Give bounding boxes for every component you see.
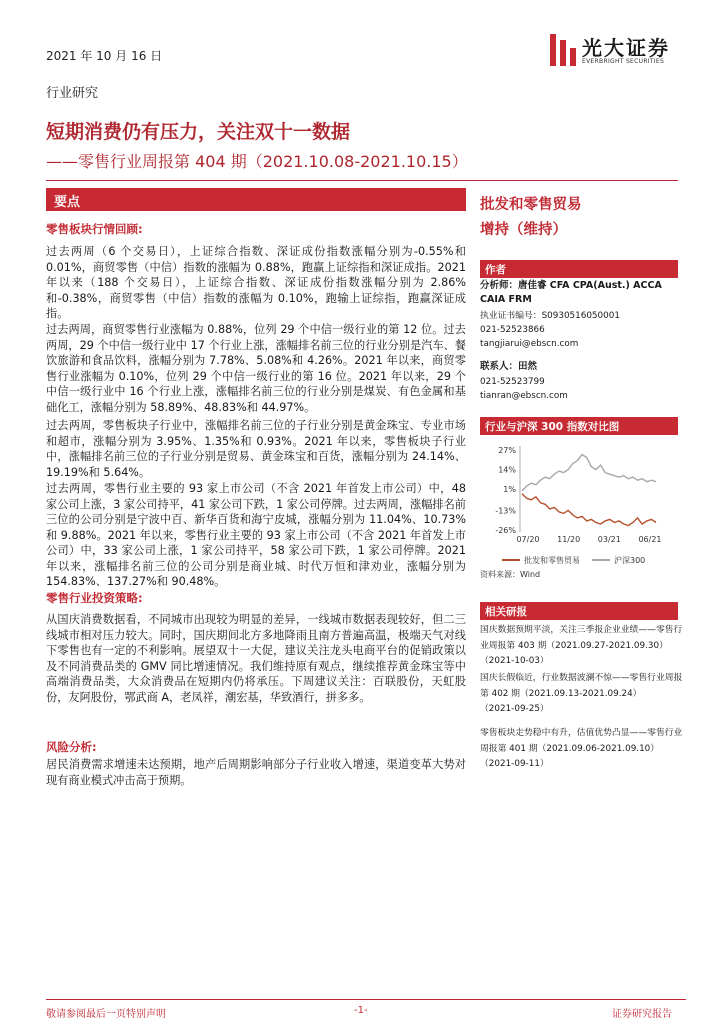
y-tick-label: 14%: [498, 465, 516, 475]
review-paragraph-1: 过去两周（6 个交易日），上证综合指数、深证成份指数涨幅分别为-0.55%和 0.01%，商贸零售（中信）指数的涨幅为 0.88%，跑赢上证综指和深证成指。2021 年以来（188 个交易日），上证综合指数、深证成份指数涨幅分别为 2.86%和-0.38%，商贸零售（中信）指数的涨幅为 0.10%，跑输上证综指，跑赢深证成指。: [46, 245, 466, 320]
risk-paragraph: 居民消费需求增速未达预期，地产后周期影响部分子行业收入增速，渠道变革大势对现有商业模式冲击高于预期。: [46, 758, 466, 787]
logo-mark-icon: [548, 30, 578, 70]
analyst-credentials: CAIA FRM: [480, 294, 532, 305]
report-type: 行业研究: [46, 86, 99, 101]
related-report-date: （2021-10-03）: [480, 656, 549, 666]
sector-rating: 增持（维持）: [480, 222, 567, 238]
analyst-name: 分析师：唐佳睿 CFA CPA(Aust.) ACCA: [480, 280, 662, 291]
title-divider: [46, 180, 678, 181]
page-number: -1-: [354, 1005, 368, 1016]
chart-source: 资料来源：Wind: [480, 570, 541, 579]
related-report-3[interactable]: [480, 726, 685, 773]
x-tick-label: 11/20: [557, 535, 581, 544]
report-date: 2021 年 10 月 16 日: [46, 49, 163, 63]
series-line-csi300: [522, 455, 656, 491]
legend-label: 批发和零售贸易: [524, 556, 580, 565]
contact-phone: 021-52523799: [480, 377, 545, 387]
x-tick-label: 03/21: [597, 535, 621, 544]
review-paragraph-4: 过去两周，零售行业主要的 93 家上市公司（不含 2021 年首发上市公司）中，48 家公司上涨，3 家公司持平，41 家公司下跌，1 家公司停牌。过去两周，涨幅排名前三位的公司分别是宁波中百、新华百货和海宁皮城，涨幅分别为 11.04%、10.73%和 9.88%。2021 年以来，零售行业主要的 93 家上市公司（不含 2021 年首发上市公司）中，33 家公司上涨，1 家公司持平，58 家公司下跌，1 家公司停牌。2021 年以来，涨幅排名前三位的公司分别是商业城、时代万恒和津劝业，涨幅分别为 154.83%、137.27%和 90.48%。: [46, 482, 466, 588]
related-report-title[interactable]: 国庆长假临近，行业数据波澜不惊——零售行业周报第 402 期（2021.09.13-2021.09.24）: [480, 673, 683, 699]
legend-label: 沪深300: [614, 556, 646, 565]
summary-header: [46, 188, 466, 211]
related-report-title[interactable]: 国庆数据预期平淡，关注三季报企业业绩——零售行业周报第 403 期（2021.09.27-2021.09.30）: [480, 625, 683, 651]
contact-name: 联系人：田然: [480, 361, 538, 372]
report-subtitle: ——零售行业周报第 404 期（2021.10.08-2021.10.15）: [46, 152, 468, 171]
y-tick-label: -13%: [495, 506, 516, 516]
strategy-paragraph: 从国庆消费数据看，不同城市出现较为明显的差异，一线城市数据表现较好，但二三线城市相对压力较大。同时，国庆期间北方多地降雨且南方普遍高温，极端天气对线下零售也有一定的不利影响。展望双十一大促，建议关注龙头电商平台的促销政策以及不同消费品类的 GMV 同比增速情况。我们维持原有观点，继续推荐黄金珠宝等中高端消费品类，大众消费品在短期内仍将承压。下周建议关注：百联股份，天虹股份，友阿股份，鄂武商 A，老凤祥，潮宏基，华致酒行，拼多多。: [46, 613, 466, 704]
logo-text-en: EVERBRIGHT SECURITIES: [582, 58, 665, 65]
x-tick-label: 06/21: [638, 535, 662, 544]
review-label: 零售板块行情回顾:: [46, 222, 143, 236]
analyst-phone: 021-52523866: [480, 325, 545, 335]
report-title: 短期消费仍有压力，关注双十一数据: [46, 121, 351, 143]
author-heading: 作者: [485, 264, 506, 276]
related-report-1[interactable]: [480, 623, 685, 670]
strategy-label: 零售行业投资策略:: [46, 591, 143, 605]
author-header: [480, 260, 678, 278]
contact-email[interactable]: tianran@ebscn.com: [480, 391, 568, 401]
footer-divider: [46, 999, 686, 1000]
sector-name: 批发和零售贸易: [480, 197, 582, 213]
review-paragraph-3: 过去两周，零售板块子行业中，涨幅排名前三位的子行业分别是黄金珠宝、专业市场和超市，涨幅分别为 3.95%、1.35%和 0.93%。2021 年以来，零售板块子行业中，涨幅排名前三位的子行业分别是贸易、黄金珠宝和百货，涨幅分别为 24.14%、19.19%和 5.64%。: [46, 419, 466, 479]
chart-heading: 行业与沪深 300 指数对比图: [485, 421, 620, 433]
risk-label: 风险分析:: [46, 740, 97, 754]
broker-logo: [548, 30, 688, 70]
related-heading: 相关研报: [485, 606, 527, 618]
analyst-license: 执业证书编号：S0930516050001: [480, 311, 620, 321]
y-tick-label: 1%: [503, 485, 516, 495]
logo-text-cn: 光大证券: [582, 36, 670, 60]
footer-report-type: 证券研究报告: [612, 1009, 672, 1020]
analyst-email[interactable]: tangjiarui@ebscn.com: [480, 339, 579, 349]
chart-header: [480, 417, 678, 435]
review-paragraph-2: 过去两周，商贸零售行业涨幅为 0.88%，位列 29 个中信一级行业的第 12 位。过去两周，29 个中信一级行业中 17 个行业上涨，涨幅排名前三位的行业分别是汽车、餐饮旅游和食品饮料，涨幅分别为 7.78%、5.08%和 4.26%。2021 年以来，商贸零售行业涨幅为 0.10%，位列 29 个中信一级行业的第 16 位。2021 年以来，29 个中信一级行业中 16 个行业上涨，涨幅排名前三位的行业分别是煤炭、有色金属和基础化工，涨幅分别为 58.89%、48.83%和 44.97%。: [46, 323, 466, 414]
x-tick-label: 07/20: [516, 535, 540, 544]
y-tick-label: 27%: [498, 446, 516, 455]
related-report-date: （2021-09-11）: [480, 759, 549, 769]
performance-chart: [480, 438, 680, 578]
related-header: [480, 602, 678, 620]
y-tick-label: -26%: [495, 526, 516, 535]
series-line-retail: [522, 494, 656, 526]
footer-disclaimer[interactable]: 敬请参阅最后一页特别声明: [46, 1009, 166, 1020]
related-report-date: （2021-09-25）: [480, 704, 549, 714]
related-report-2[interactable]: [480, 671, 685, 718]
related-report-title[interactable]: 零售板块走势稳中有升，估值优势凸显——零售行业周报第 401 期（2021.09.06-2021.09.10）: [480, 728, 683, 754]
summary-heading: 要点: [54, 195, 81, 210]
